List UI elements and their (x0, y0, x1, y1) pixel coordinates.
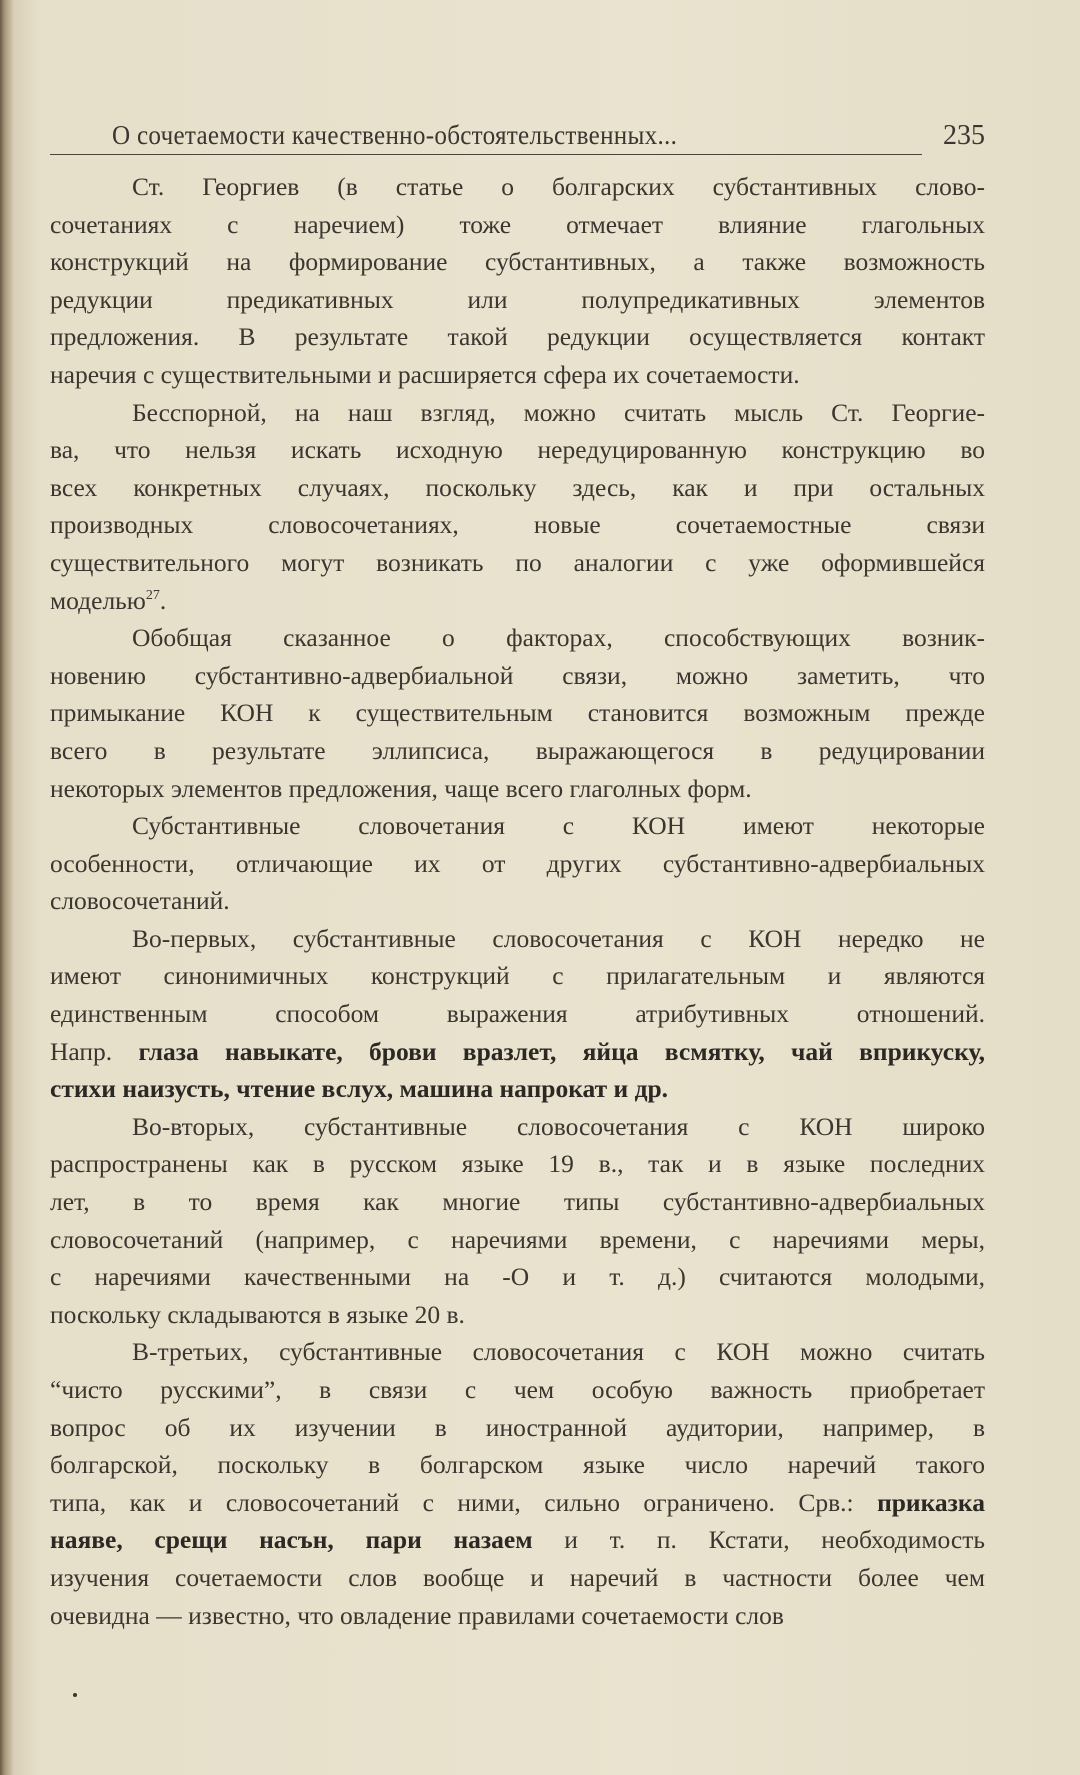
text-segment: единственным способом выражения атрибутивных отношений. (50, 999, 985, 1029)
text-line (50, 318, 985, 356)
text-segment: новению субстантивно-адвербиальной связи, можно заметить, что (50, 660, 985, 690)
text-line (50, 882, 985, 920)
text-line (50, 694, 985, 732)
text-segment: типа, как и словосочетаний с ними, сильно ограничено. Срв.: (50, 1487, 878, 1517)
text-segment: . (159, 585, 167, 615)
text-line (50, 1296, 985, 1334)
body-text (50, 168, 985, 1634)
bold-example: приказка (877, 1487, 985, 1517)
text-line (50, 845, 985, 883)
text-segment: Во-первых, субстантивные словосочетания с КОН нередко не (132, 923, 985, 953)
text-segment: имеют синонимичных конструкций с прилагательным и являются (50, 961, 985, 991)
text-line (50, 1033, 985, 1071)
text-line (50, 168, 985, 206)
text-line (50, 1108, 985, 1146)
text-segment: В-третьих, субстантивные словосочетания с КОН можно считать (132, 1337, 985, 1367)
text-line (50, 1145, 985, 1183)
text-line (50, 732, 985, 770)
bold-example: стихи наизусть, чтение вслух, машина напрокат и др. (50, 1074, 669, 1104)
text-segment: существительного могут возникать по аналогии с уже оформившейся (50, 547, 985, 577)
text-line (50, 770, 985, 808)
running-header (50, 118, 985, 158)
paragraph (50, 168, 985, 394)
text-line (50, 506, 985, 544)
text-segment: Обобщая сказанное о факторах, способствующих возник- (132, 623, 985, 653)
text-segment: лет, в то время как многие типы субстантивно-адвербиальных (50, 1187, 985, 1217)
text-segment: словосочетаний (например, с наречиями времени, с наречиями меры, (50, 1224, 985, 1254)
text-line (50, 1597, 985, 1635)
text-segment: сочетаниях с наречием) тоже отмечает влияние глагольных (50, 209, 985, 239)
text-line (50, 957, 985, 995)
text-segment: Ст. Георгиев (в статье о болгарских субстантивных слово- (132, 172, 985, 201)
text-line (50, 1371, 985, 1409)
text-segment: изучения сочетаемости слов вообще и наречий в частности более чем (50, 1562, 985, 1592)
bold-example: глаза навыкате, брови вразлет, яйца всмятку, чай вприкуску, (138, 1036, 985, 1066)
text-segment: примыкание КОН к существительным становится возможным прежде (50, 698, 985, 728)
text-line (50, 807, 985, 845)
text-segment: моделью (50, 585, 146, 615)
text-line (50, 1221, 985, 1259)
text-line (50, 657, 985, 695)
text-segment: распространены как в русском языке 19 в., так и в языке последних (50, 1149, 985, 1179)
text-segment: Бесспорной, на наш взгляд, можно считать мысль Ст. Георгие- (132, 397, 985, 427)
text-line (50, 1183, 985, 1221)
text-segment: производных словосочетаниях, новые сочетаемостные связи (50, 510, 985, 540)
footnote-ref: 27 (145, 587, 160, 603)
text-segment: Во-вторых, субстантивные словосочетания с КОН широко (132, 1111, 985, 1141)
text-line (50, 431, 985, 469)
text-line (50, 1258, 985, 1296)
text-segment: всех конкретных случаях, поскольку здесь, как и при остальных (50, 472, 985, 502)
paragraph (50, 1333, 985, 1634)
print-speck (73, 1693, 77, 1697)
text-line (50, 582, 985, 620)
text-segment: и т. п. Кстати, необходимость (532, 1525, 985, 1555)
text-segment: Субстантивные словочетания с КОН имеют некоторые (132, 811, 985, 841)
text-segment: всего в результате эллипсиса, выражающегося в редуцировании (50, 735, 985, 765)
running-header-title: О сочетаемости качественно-обстоятельственных... (112, 120, 678, 150)
text-segment: очевидна — известно, что овладение правилами сочетаемости слов (50, 1600, 784, 1630)
text-segment: наречия с существительными и расширяется сфера их сочетаемости. (50, 359, 800, 389)
text-line (50, 544, 985, 582)
text-segment: вопрос об их изучении в иностранной аудитории, например, в (50, 1412, 985, 1442)
header-rule (50, 154, 922, 155)
text-segment: болгарской, поскольку в болгарском языке число наречий такого (50, 1450, 985, 1480)
page-number: 235 (943, 120, 985, 151)
text-line (50, 281, 985, 319)
text-line (50, 469, 985, 507)
text-segment: словосочетаний. (50, 886, 230, 916)
text-line (50, 1333, 985, 1371)
text-line (50, 243, 985, 281)
text-segment: редукции предикативных или полупредикативных элементов (50, 284, 985, 314)
paragraph (50, 920, 985, 1108)
text-segment: поскольку складываются в языке 20 в. (50, 1299, 465, 1329)
text-line (50, 206, 985, 244)
text-segment: предложения. В результате такой редукции осуществляется контакт (50, 322, 985, 352)
paragraph (50, 1108, 985, 1334)
text-line (50, 394, 985, 432)
text-line (50, 1409, 985, 1447)
text-line (50, 1559, 985, 1597)
bold-example: наяве, срещи насън, пари назаем (50, 1525, 533, 1555)
text-segment: конструкций на формирование субстантивных, а также возможность (50, 247, 985, 277)
text-segment: некоторых элементов предложения, чаще всего глаголных форм. (50, 773, 752, 803)
text-line (50, 995, 985, 1033)
paragraph (50, 619, 985, 807)
text-line (50, 619, 985, 657)
text-segment: “чисто русскими”, в связи с чем особую важность приобретает (50, 1375, 985, 1404)
text-segment: особенности, отличающие их от других субстантивно-адвербиальных (50, 848, 985, 878)
text-line (50, 1521, 985, 1559)
paragraph (50, 807, 985, 920)
text-segment: ва, что нельзя искать исходную нередуцированную конструкцию во (50, 435, 985, 465)
text-segment: с наречиями качественными на -О и т. д.) считаются молодыми, (50, 1262, 985, 1292)
paragraph (50, 394, 985, 620)
text-segment: Напр. (50, 1036, 139, 1066)
text-line (50, 920, 985, 958)
text-line (50, 356, 985, 394)
text-line (50, 1446, 985, 1484)
text-line (50, 1070, 985, 1108)
text-line (50, 1484, 985, 1522)
